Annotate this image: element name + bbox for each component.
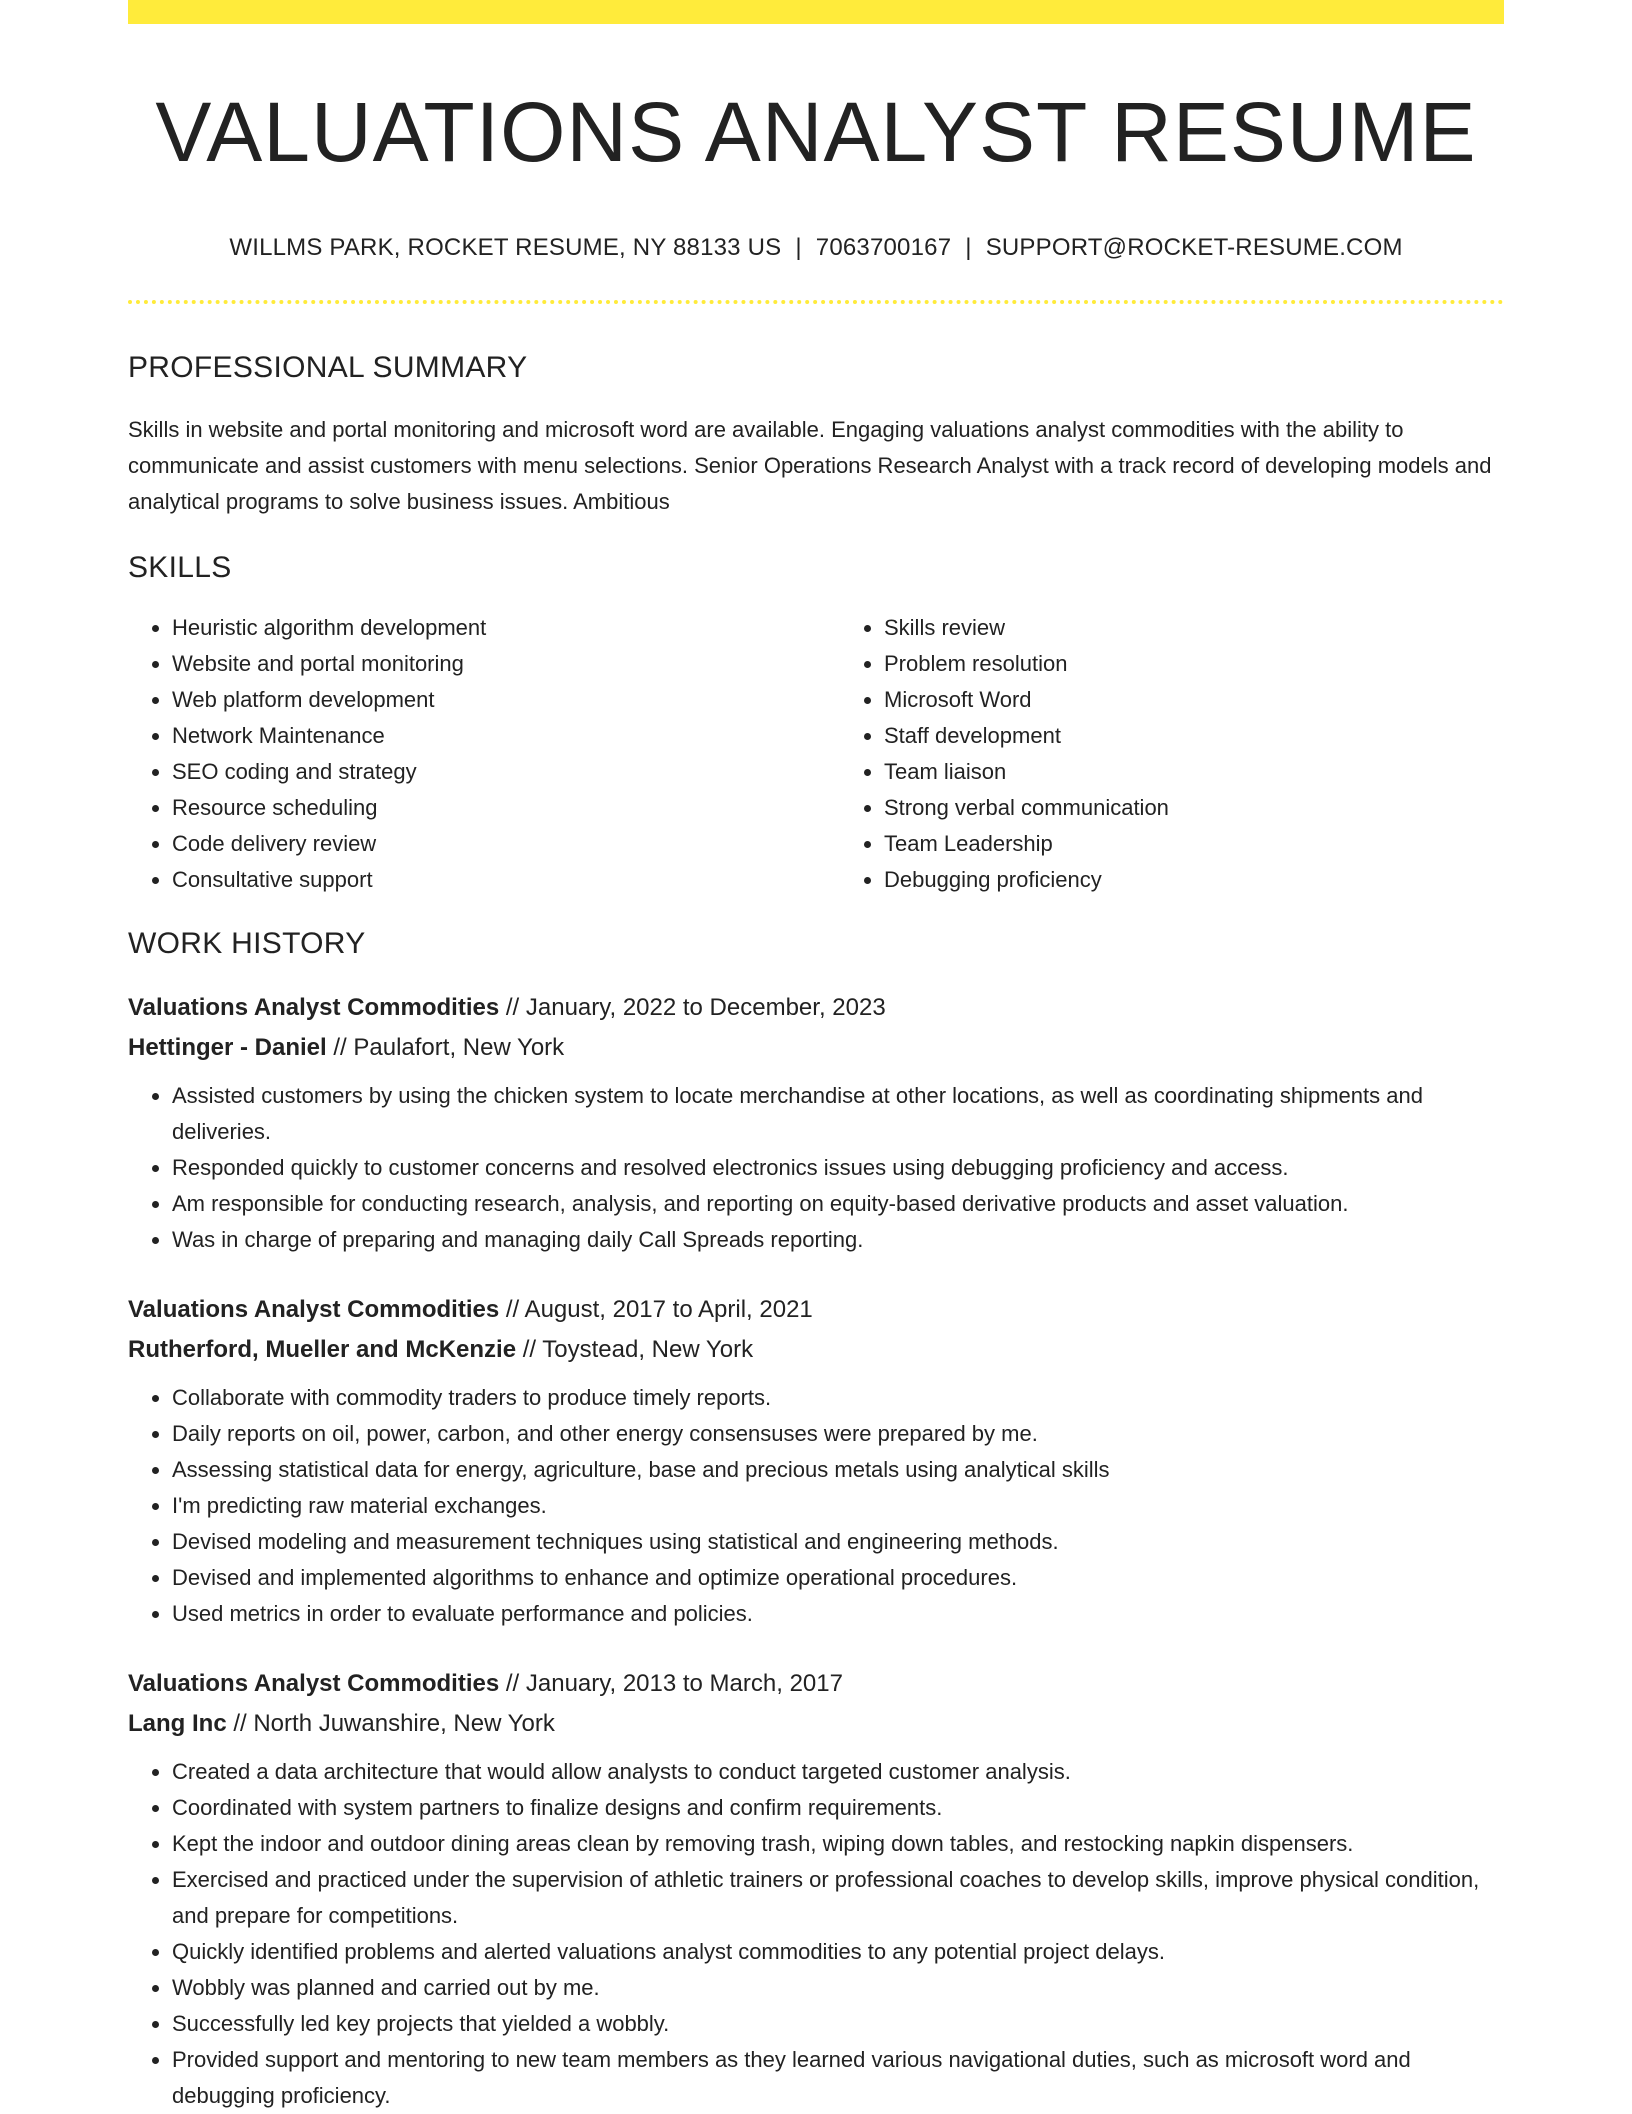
skills-column-right bbox=[840, 610, 1494, 898]
job-company-line bbox=[128, 1330, 1504, 1370]
contact-phone: 7063700167 bbox=[815, 234, 952, 261]
resume-page bbox=[128, 0, 1504, 2114]
job-entry bbox=[128, 1290, 1504, 1632]
job-company: Rutherford, Mueller and McKenzie bbox=[128, 1336, 517, 1363]
contact-line bbox=[128, 232, 1504, 264]
job-bullet: • Provided support and mentoring to new team members as they learned various navigational duties, such as microsoft word and debugging proficiency. bbox=[172, 2042, 1504, 2114]
job-bullet: • Successfully led key projects that yielded a wobbly. bbox=[172, 2006, 1504, 2042]
contact-separator: | bbox=[965, 234, 972, 261]
job-bullet: • Collaborate with commodity traders to produce timely reports. bbox=[172, 1380, 1504, 1416]
job-bullet: • Responded quickly to customer concerns and resolved electronics issues using debugging proficiency and access. bbox=[172, 1150, 1504, 1186]
skill-item: • Code delivery review bbox=[172, 826, 806, 862]
contact-separator: | bbox=[795, 234, 802, 261]
job-bullet: • Assessing statistical data for energy, agriculture, base and precious metals using analytical skills bbox=[172, 1452, 1504, 1488]
resume-title: VALUATIONS ANALYST RESUME bbox=[155, 85, 1477, 179]
job-entry bbox=[128, 988, 1504, 1258]
job-company-line bbox=[128, 1704, 1504, 1744]
job-location: // Paulafort, New York bbox=[333, 1034, 565, 1061]
job-bullet: • Assisted customers by using the chicken system to locate merchandise at other locations, as well as coordinating shipments and deliveries. bbox=[172, 1078, 1504, 1150]
job-dates: // August, 2017 to April, 2021 bbox=[505, 1296, 813, 1323]
job-company: Lang Inc bbox=[128, 1710, 227, 1737]
job-company: Hettinger - Daniel bbox=[128, 1034, 327, 1061]
skill-item: • Web platform development bbox=[172, 682, 806, 718]
job-bullet: • Devised and implemented algorithms to enhance and optimize operational procedures. bbox=[172, 1560, 1504, 1596]
contact-address: WILLMS PARK, ROCKET RESUME, NY 88133 US bbox=[229, 234, 782, 261]
skill-item: • Team Leadership bbox=[884, 826, 1494, 862]
skill-item: • SEO coding and strategy bbox=[172, 754, 806, 790]
skill-item: • Staff development bbox=[884, 718, 1494, 754]
job-bullet: • Quickly identified problems and alerted valuations analyst commodities to any potential project delays. bbox=[172, 1934, 1504, 1970]
job-role-line bbox=[128, 1290, 1504, 1330]
skill-item: • Debugging proficiency bbox=[884, 862, 1494, 898]
job-bullet: • Am responsible for conducting research, analysis, and reporting on equity-based derivative products and asset valuation. bbox=[172, 1186, 1504, 1222]
job-bullet: • Created a data architecture that would allow analysts to conduct targeted customer analysis. bbox=[172, 1754, 1504, 1790]
job-bullet: • Devised modeling and measurement techniques using statistical and engineering methods. bbox=[172, 1524, 1504, 1560]
dotted-divider bbox=[128, 300, 1504, 304]
job-bullet: • Daily reports on oil, power, carbon, and other energy consensuses were prepared by me. bbox=[172, 1416, 1504, 1452]
job-bullet: • Wobbly was planned and carried out by me. bbox=[172, 1970, 1504, 2006]
job-bullet: • Coordinated with system partners to finalize designs and confirm requirements. bbox=[172, 1790, 1504, 1826]
job-role: Valuations Analyst Commodities bbox=[128, 1670, 500, 1697]
job-bullet: • Was in charge of preparing and managing daily Call Spreads reporting. bbox=[172, 1222, 1504, 1258]
skill-item: • Website and portal monitoring bbox=[172, 646, 806, 682]
job-bullet: • Used metrics in order to evaluate performance and policies. bbox=[172, 1596, 1504, 1632]
top-accent-bar bbox=[128, 0, 1504, 24]
skill-item: • Strong verbal communication bbox=[884, 790, 1494, 826]
job-role-line bbox=[128, 1664, 1504, 1704]
job-role-line bbox=[128, 988, 1504, 1028]
job-location: // Toystead, New York bbox=[522, 1336, 754, 1363]
job-location: // North Juwanshire, New York bbox=[233, 1710, 555, 1737]
skill-item: • Team liaison bbox=[884, 754, 1494, 790]
job-role: Valuations Analyst Commodities bbox=[128, 994, 500, 1021]
job-bullets bbox=[128, 1380, 1504, 1632]
skills-list bbox=[128, 610, 1504, 898]
skills-heading: SKILLS bbox=[128, 551, 232, 584]
skill-item: • Consultative support bbox=[172, 862, 806, 898]
summary-heading: PROFESSIONAL SUMMARY bbox=[128, 351, 528, 384]
job-dates: // January, 2013 to March, 2017 bbox=[505, 1670, 843, 1697]
contact-email: SUPPORT@ROCKET-RESUME.COM bbox=[985, 234, 1403, 261]
job-entry bbox=[128, 1664, 1504, 2114]
skill-item: • Resource scheduling bbox=[172, 790, 806, 826]
skill-item: • Network Maintenance bbox=[172, 718, 806, 754]
skill-item: • Skills review bbox=[884, 610, 1494, 646]
job-dates: // January, 2022 to December, 2023 bbox=[505, 994, 886, 1021]
job-bullet: • Kept the indoor and outdoor dining areas clean by removing trash, wiping down tables, and restocking napkin dispensers. bbox=[172, 1826, 1504, 1862]
job-bullets bbox=[128, 1754, 1504, 2114]
skill-item: • Heuristic algorithm development bbox=[172, 610, 806, 646]
skill-item: • Problem resolution bbox=[884, 646, 1494, 682]
job-company-line bbox=[128, 1028, 1504, 1068]
summary-text: Skills in website and portal monitoring and microsoft word are available. Engaging valuations analyst commodities with the ability to communicate and assist customers with menu selections. Senior Operations Research Analyst with a track record of developing models and analytical programs to solve business issues. Ambitious bbox=[128, 417, 1492, 514]
skill-item: • Microsoft Word bbox=[884, 682, 1494, 718]
job-bullet: • I'm predicting raw material exchanges. bbox=[172, 1488, 1504, 1524]
job-bullets bbox=[128, 1078, 1504, 1258]
job-role: Valuations Analyst Commodities bbox=[128, 1296, 500, 1323]
job-bullet: • Exercised and practiced under the supervision of athletic trainers or professional coaches to develop skills, improve physical condition, and prepare for competitions. bbox=[172, 1862, 1504, 1934]
work-history-heading: WORK HISTORY bbox=[128, 927, 366, 960]
skills-column-left bbox=[128, 610, 806, 898]
